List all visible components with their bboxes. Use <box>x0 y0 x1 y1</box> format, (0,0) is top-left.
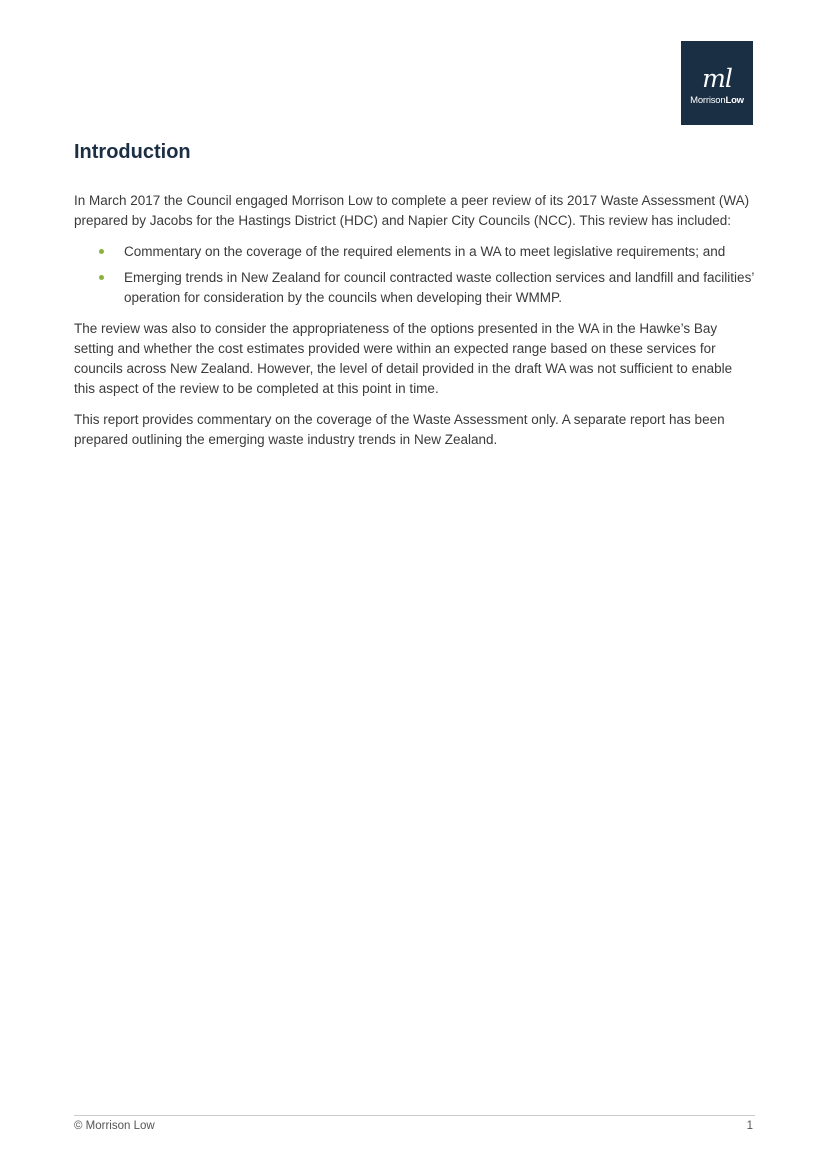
logo-mark: ml <box>702 63 732 93</box>
review-scope-paragraph: The review was also to consider the appropriateness of the options presented in the WA in the Hawke’s Bay setting and whether the cost estimates provided were within an expected range based on these services for councils across New Zealand. However, the level of detail provided in the draft WA was not sufficient to enable this aspect of the review to be completed at this point in time. <box>74 321 733 396</box>
logo-name-part2: Low <box>725 94 744 106</box>
intro-paragraph: In March 2017 the Council engaged Morrison Low to complete a peer review of its 2017 Waste Assessment (WA) prepared by Jacobs for the Hastings District (HDC) and Napier City Councils (NCC). This review has included: <box>74 193 750 228</box>
logo-name <box>690 95 744 107</box>
morrison-low-logo <box>681 41 753 125</box>
footer-divider <box>74 1115 755 1116</box>
bullet-dot-icon <box>99 275 104 280</box>
page-title: Introduction <box>74 141 191 163</box>
bullet-item <box>74 242 754 262</box>
page-number: 1 <box>746 1120 753 1132</box>
bullet-dot-icon <box>99 249 104 254</box>
logo-name-part1: Morrison <box>690 94 726 106</box>
bullet-text: Emerging trends in New Zealand for council contracted waste collection services and landfill and facilities’ operation for consideration by the councils when developing their WMMP. <box>124 270 754 305</box>
bullet-list <box>74 242 754 308</box>
document-body <box>74 191 754 461</box>
report-scope-paragraph: This report provides commentary on the coverage of the Waste Assessment only. A separate report has been prepared outlining the emerging waste industry trends in New Zealand. <box>74 412 725 447</box>
footer-copyright: © Morrison Low <box>74 1120 155 1132</box>
bullet-text: Commentary on the coverage of the required elements in a WA to meet legislative requirements; and <box>124 244 726 259</box>
bullet-item <box>74 268 754 308</box>
